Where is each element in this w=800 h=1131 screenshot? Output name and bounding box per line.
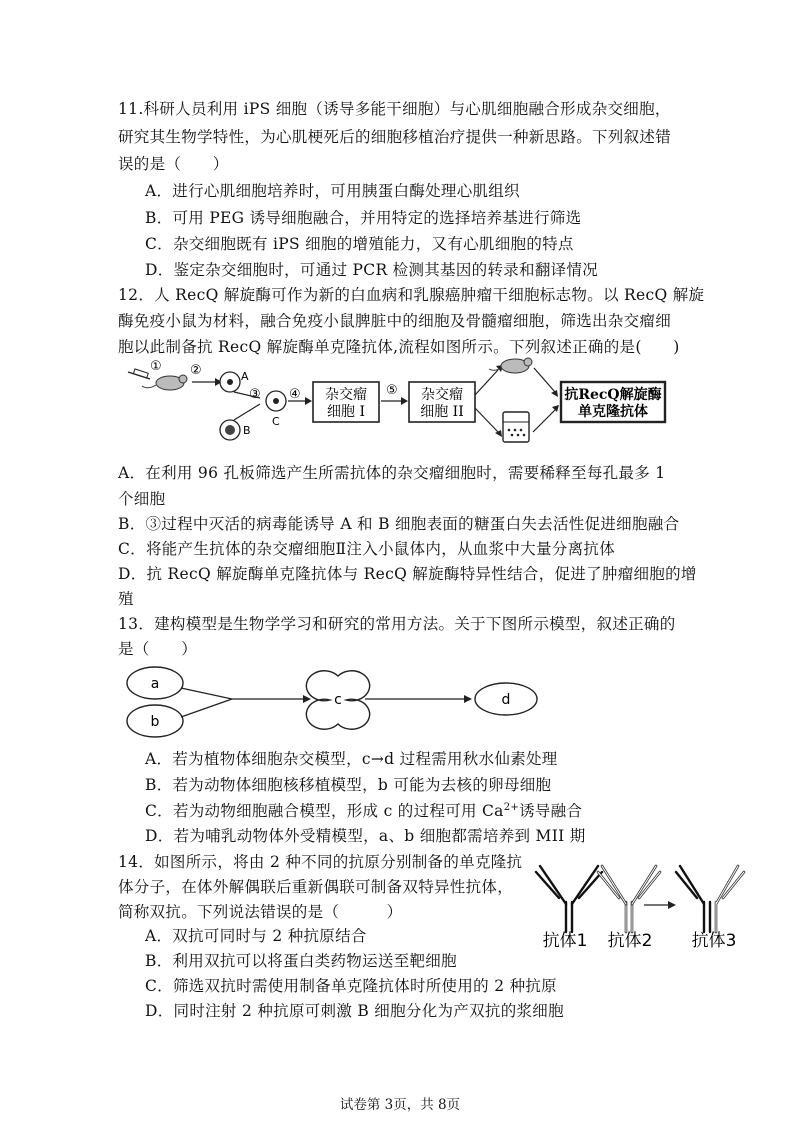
antibody-1-icon <box>536 866 602 932</box>
page-footer: 试卷第 3页，共 8页 <box>339 1097 461 1113</box>
hybridoma-2-line-2: 细胞 II <box>420 404 464 420</box>
q13-option-c-suffix: 诱导融合 <box>519 802 583 820</box>
antibody-3-icon <box>676 866 744 932</box>
q14-stem-line-3: 简称双抗。下列说法错误的是（ ） <box>118 903 403 921</box>
q12-stem-line-1: 12．人 RecQ 解旋酶可作为新的白血病和乳腺癌肿瘤干细胞标志物。以 RecQ 解旋 <box>118 286 705 304</box>
hybridoma-1-line-1: 杂交瘤 <box>325 387 367 403</box>
q12-option-d-line-1: D．抗 RecQ 解旋酶单克隆抗体与 RecQ 解旋酶特异性结合，促进了肿瘤细胞的增 <box>118 565 697 583</box>
step-5-label: ⑤ <box>386 383 398 398</box>
antibody-result-line-2: 单克隆抗体 <box>578 404 648 420</box>
q14-stem-line-1: 14．如图所示，将由 2 种不同的抗原分别制备的单克隆抗 <box>118 853 523 871</box>
antibody-result-line-1: 抗RecQ解旋酶 <box>564 387 662 403</box>
q14-option-d: D．同时注射 2 种抗原可刺激 B 细胞分化为产双抗的浆细胞 <box>145 1002 564 1020</box>
q13-option-a: A．若为植物体细胞杂交模型，c→d 过程需用秋水仙素处理 <box>145 750 558 768</box>
q12-stem-line-2: 酶免疫小鼠为材料，融合免疫小鼠脾脏中的细胞及骨髓瘤细胞，筛选出杂交瘤细 <box>118 312 672 330</box>
step-3-label: ③ <box>249 387 261 402</box>
cell-a-label: A <box>241 370 249 383</box>
antibody-3-caption: 抗体3 <box>691 931 737 951</box>
node-b-label: b <box>150 714 160 730</box>
q12-option-a-line-2: 个细胞 <box>118 490 166 508</box>
q14-option-b: B．利用双抗可以将蛋白类药物运送至靶细胞 <box>145 952 457 970</box>
q11-option-c: C．杂交细胞既有 iPS 细胞的增殖能力，又有心肌细胞的特点 <box>145 235 574 253</box>
q12-option-b: B．③过程中灭活的病毒能诱导 A 和 B 细胞表面的糖蛋白失去活性促进细胞融合 <box>118 515 680 533</box>
hybridoma-2-line-1: 杂交瘤 <box>421 387 463 403</box>
q13-stem-line-2: 是（ ） <box>118 640 198 658</box>
q13-option-c-text: C．若为动物细胞融合模型，形成 c 的过程可用 Ca <box>145 802 504 820</box>
cell-c-label: C <box>272 415 280 428</box>
hybridoma-1-line-2: 细胞 I <box>327 404 365 420</box>
q14-stem-line-2: 体分子，在体外解偶联后重新偶联可制备双特异性抗体， <box>118 878 514 896</box>
q11-option-d: D．鉴定杂交细胞时，可通过 PCR 检测其基因的转录和翻译情况 <box>145 261 599 279</box>
step-4-label: ④ <box>289 387 301 402</box>
q12-option-a-line-1: A．在利用 96 孔板筛选产生所需抗体的杂交瘤细胞时，需要稀释至每孔最多 1 <box>118 464 666 482</box>
calcium-charge: 2+ <box>503 801 520 813</box>
q12-option-c: C．将能产生抗体的杂交瘤细胞Ⅱ注入小鼠体内，从血浆中大量分离抗体 <box>118 540 615 558</box>
q11-stem-line-1: 11.科研人员利用 iPS 细胞（诱导多能干细胞）与心肌细胞融合形成杂交细胞， <box>118 100 671 118</box>
q13-stem-line-1: 13．建构模型是生物学学习和研究的常用方法。关于下图所示模型，叙述正确的 <box>118 615 676 633</box>
q11-option-a: A．进行心肌细胞培养时，可用胰蛋白酶处理心肌组织 <box>145 182 520 200</box>
q11-stem-line-3: 误的是（ ） <box>118 155 229 173</box>
q13-option-d: D．若为哺乳动物体外受精模型，a、b 细胞都需培养到 MII 期 <box>145 827 586 845</box>
step-2-label: ② <box>190 363 202 378</box>
step-1-label: ① <box>150 359 162 374</box>
antibody-1-caption: 抗体1 <box>542 931 588 951</box>
antibody-2-caption: 抗体2 <box>607 931 653 951</box>
node-d-label: d <box>501 692 511 708</box>
q14-option-c: C．筛选双抗时需使用制备单克隆抗体时所使用的 2 种抗原 <box>145 977 557 995</box>
q13-option-b: B．若为动物体细胞核移植模型，b 可能为去核的卵母细胞 <box>145 776 552 794</box>
q11-stem-line-2: 研究其生物学特性，为心肌梗死后的细胞移植治疗提供一种新思路。下列叙述错 <box>118 128 672 146</box>
node-c-label: c <box>334 692 342 708</box>
q11-option-b: B．可用 PEG 诱导细胞融合，并用特定的选择培养基进行筛选 <box>145 209 582 227</box>
node-a-label: a <box>150 676 160 692</box>
q14-option-a: A．双抗可同时与 2 种抗原结合 <box>145 927 367 945</box>
cell-b-label: B <box>243 424 251 437</box>
q12-option-d-line-2: 殖 <box>118 590 134 608</box>
q12-stem-line-3: 胞以此制备抗 RecQ 解旋酶单克隆抗体,流程如图所示。下列叙述正确的是( ) <box>118 338 680 356</box>
antibody-2-icon <box>598 866 660 932</box>
